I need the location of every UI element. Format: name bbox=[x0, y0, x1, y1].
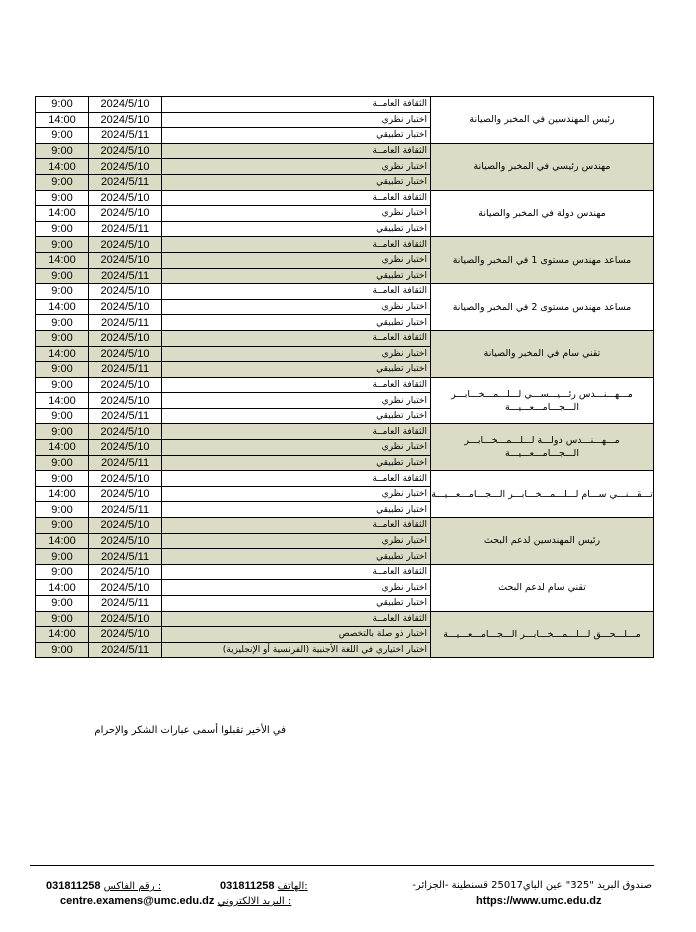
time-cell: 14:00 bbox=[36, 159, 89, 175]
time-cell: 9:00 bbox=[36, 284, 89, 300]
date-cell: 2024/5/10 bbox=[89, 627, 162, 643]
exam-cell: اختبار تطبيقي bbox=[162, 596, 431, 612]
table-row bbox=[36, 97, 654, 113]
exam-cell: اختبار تطبيقي bbox=[162, 455, 431, 471]
date-cell: 2024/5/10 bbox=[89, 190, 162, 206]
time-cell: 9:00 bbox=[36, 362, 89, 378]
table-row bbox=[36, 190, 654, 206]
date-cell: 2024/5/11 bbox=[89, 174, 162, 190]
date-cell: 2024/5/10 bbox=[89, 330, 162, 346]
time-cell: 14:00 bbox=[36, 486, 89, 502]
exam-cell: اختبار تطبيقي bbox=[162, 128, 431, 144]
exam-cell: اختبار تطبيقي bbox=[162, 408, 431, 424]
date-cell: 2024/5/10 bbox=[89, 143, 162, 159]
table-row bbox=[36, 564, 654, 580]
date-cell: 2024/5/10 bbox=[89, 206, 162, 222]
date-cell: 2024/5/11 bbox=[89, 642, 162, 658]
time-cell: 14:00 bbox=[36, 580, 89, 596]
fax-number: 031811258 bbox=[46, 880, 101, 892]
exam-cell: اختبار تطبيقي bbox=[162, 502, 431, 518]
exam-cell: الثقافة العامــة bbox=[162, 97, 431, 113]
date-cell: 2024/5/10 bbox=[89, 299, 162, 315]
email-block bbox=[60, 895, 291, 907]
exam-cell: اختبار نظري bbox=[162, 393, 431, 409]
date-cell: 2024/5/10 bbox=[89, 237, 162, 253]
date-cell: 2024/5/11 bbox=[89, 596, 162, 612]
time-cell: 9:00 bbox=[36, 502, 89, 518]
date-cell: 2024/5/11 bbox=[89, 408, 162, 424]
time-cell: 14:00 bbox=[36, 346, 89, 362]
phone-number: 031811258 bbox=[220, 880, 275, 892]
time-cell: 9:00 bbox=[36, 642, 89, 658]
position-cell: تـــقـــنـــي ســـام لـــلـــمـــخـــابـــر الـــجـــامـــعـــيـــة bbox=[431, 471, 654, 518]
exam-cell: اختبار نظري bbox=[162, 486, 431, 502]
date-cell: 2024/5/10 bbox=[89, 611, 162, 627]
date-cell: 2024/5/10 bbox=[89, 486, 162, 502]
table-row bbox=[36, 611, 654, 627]
exam-cell: الثقافة العامــة bbox=[162, 190, 431, 206]
position-cell: مهندس دولة في المخبر والصيانة bbox=[431, 190, 654, 237]
time-cell: 9:00 bbox=[36, 315, 89, 331]
exam-cell: الثقافة العامــة bbox=[162, 284, 431, 300]
time-cell: 14:00 bbox=[36, 112, 89, 128]
date-cell: 2024/5/10 bbox=[89, 346, 162, 362]
time-cell: 9:00 bbox=[36, 268, 89, 284]
exam-cell: الثقافة العامــة bbox=[162, 143, 431, 159]
exam-cell: اختبار تطبيقي bbox=[162, 549, 431, 565]
time-cell: 9:00 bbox=[36, 237, 89, 253]
time-cell: 9:00 bbox=[36, 190, 89, 206]
time-cell: 14:00 bbox=[36, 533, 89, 549]
website-link[interactable]: https://www.umc.edu.dz bbox=[476, 895, 602, 907]
date-cell: 2024/5/11 bbox=[89, 268, 162, 284]
table-row bbox=[36, 143, 654, 159]
exam-cell: اختبار نظري bbox=[162, 206, 431, 222]
exam-cell: اختبار اختياري في اللغة الأجنبية (الفرنسية أو الإنجليزية) bbox=[162, 642, 431, 658]
date-cell: 2024/5/10 bbox=[89, 97, 162, 113]
date-cell: 2024/5/11 bbox=[89, 362, 162, 378]
time-cell: 9:00 bbox=[36, 549, 89, 565]
time-cell: 14:00 bbox=[36, 627, 89, 643]
date-cell: 2024/5/11 bbox=[89, 455, 162, 471]
date-cell: 2024/5/11 bbox=[89, 221, 162, 237]
time-cell: 14:00 bbox=[36, 440, 89, 456]
position-cell: مساعد مهندس مستوى 1 في المخبر والصيانة bbox=[431, 237, 654, 284]
table-row bbox=[36, 377, 654, 393]
table-row bbox=[36, 471, 654, 487]
exam-cell: الثقافة العامــة bbox=[162, 377, 431, 393]
date-cell: 2024/5/11 bbox=[89, 128, 162, 144]
exam-cell: اختبار نظري bbox=[162, 533, 431, 549]
time-cell: 9:00 bbox=[36, 518, 89, 534]
position-cell: مهندس رئيسي في المخبر والصيانة bbox=[431, 143, 654, 190]
time-cell: 9:00 bbox=[36, 408, 89, 424]
phone-label: الهاتف: bbox=[277, 881, 308, 892]
postal-address: صندوق البريد "325" عين الباي25017 قسنطينة -الجزائر- bbox=[412, 880, 652, 891]
table-row bbox=[36, 237, 654, 253]
date-cell: 2024/5/10 bbox=[89, 518, 162, 534]
exam-cell: الثقافة العامــة bbox=[162, 424, 431, 440]
exam-cell: اختبار نظري bbox=[162, 112, 431, 128]
time-cell: 14:00 bbox=[36, 393, 89, 409]
table-row bbox=[36, 424, 654, 440]
time-cell: 9:00 bbox=[36, 471, 89, 487]
time-cell: 9:00 bbox=[36, 143, 89, 159]
time-cell: 14:00 bbox=[36, 206, 89, 222]
footer-divider bbox=[30, 865, 654, 866]
exam-cell: اختبار ذو صلة بالتخصص bbox=[162, 627, 431, 643]
date-cell: 2024/5/10 bbox=[89, 252, 162, 268]
exam-cell: اختبار نظري bbox=[162, 299, 431, 315]
exam-cell: الثقافة العامــة bbox=[162, 564, 431, 580]
date-cell: 2024/5/11 bbox=[89, 315, 162, 331]
date-cell: 2024/5/10 bbox=[89, 377, 162, 393]
date-cell: 2024/5/10 bbox=[89, 580, 162, 596]
time-cell: 9:00 bbox=[36, 330, 89, 346]
table-row bbox=[36, 518, 654, 534]
exam-cell: الثقافة العامــة bbox=[162, 330, 431, 346]
date-cell: 2024/5/10 bbox=[89, 112, 162, 128]
table-row bbox=[36, 284, 654, 300]
position-cell: تقني سام لدعم البحث bbox=[431, 564, 654, 611]
exam-schedule-table bbox=[35, 96, 654, 658]
date-cell: 2024/5/11 bbox=[89, 502, 162, 518]
exam-cell: اختبار تطبيقي bbox=[162, 362, 431, 378]
date-cell: 2024/5/10 bbox=[89, 533, 162, 549]
table-row bbox=[36, 330, 654, 346]
position-cell: مـــلـــحـــق لـــلـــمـــخـــابـــر الـــجـــامـــعـــيـــة bbox=[431, 611, 654, 658]
position-cell: مساعد مهندس مستوى 2 في المخبر والصيانة bbox=[431, 284, 654, 331]
time-cell: 9:00 bbox=[36, 611, 89, 627]
exam-cell: اختبار تطبيقي bbox=[162, 174, 431, 190]
time-cell: 14:00 bbox=[36, 252, 89, 268]
date-cell: 2024/5/10 bbox=[89, 440, 162, 456]
time-cell: 9:00 bbox=[36, 564, 89, 580]
time-cell: 9:00 bbox=[36, 128, 89, 144]
phone-block bbox=[220, 880, 308, 892]
position-cell: مـــهـــنـــدس رئـــيـــســـي لـــلـــمـــخـــابـــر الـــجـــامـــعـــيـــة bbox=[431, 377, 654, 424]
date-cell: 2024/5/10 bbox=[89, 393, 162, 409]
position-cell: رئيس المهندسين في المخبر والصيانة bbox=[431, 97, 654, 144]
time-cell: 9:00 bbox=[36, 424, 89, 440]
time-cell: 9:00 bbox=[36, 97, 89, 113]
exam-cell: الثقافة العامــة bbox=[162, 518, 431, 534]
exam-cell: اختبار نظري bbox=[162, 580, 431, 596]
time-cell: 9:00 bbox=[36, 455, 89, 471]
exam-cell: اختبار تطبيقي bbox=[162, 221, 431, 237]
position-cell: تقني سام في المخبر والصيانة bbox=[431, 330, 654, 377]
position-cell: مـــهـــنـــدس دولـــة لـــلـــمـــخـــابـــر الـــجـــامـــعـــيـــة bbox=[431, 424, 654, 471]
date-cell: 2024/5/10 bbox=[89, 284, 162, 300]
position-cell: رئيس المهندسين لدعم البحث bbox=[431, 518, 654, 565]
time-cell: 9:00 bbox=[36, 174, 89, 190]
date-cell: 2024/5/11 bbox=[89, 549, 162, 565]
date-cell: 2024/5/10 bbox=[89, 424, 162, 440]
exam-cell: اختبار نظري bbox=[162, 159, 431, 175]
time-cell: 9:00 bbox=[36, 596, 89, 612]
date-cell: 2024/5/10 bbox=[89, 564, 162, 580]
exam-cell: الثقافة العامــة bbox=[162, 611, 431, 627]
exam-cell: اختبار تطبيقي bbox=[162, 315, 431, 331]
time-cell: 14:00 bbox=[36, 299, 89, 315]
exam-cell: اختبار نظري bbox=[162, 346, 431, 362]
exam-cell: الثقافة العامــة bbox=[162, 471, 431, 487]
exam-cell: اختبار نظري bbox=[162, 252, 431, 268]
email-label: البريد الالكتروني : bbox=[217, 896, 292, 907]
date-cell: 2024/5/10 bbox=[89, 159, 162, 175]
exam-cell: الثقافة العامــة bbox=[162, 237, 431, 253]
email-address: centre.examens@umc.edu.dz bbox=[60, 895, 215, 907]
time-cell: 9:00 bbox=[36, 221, 89, 237]
exam-cell: اختبار تطبيقي bbox=[162, 268, 431, 284]
time-cell: 9:00 bbox=[36, 377, 89, 393]
fax-block bbox=[46, 880, 161, 892]
fax-label: رقم الفاكس : bbox=[103, 881, 162, 892]
closing-line: في الأخير تقبلوا أسمى عبارات الشكر والإحرام bbox=[94, 725, 286, 736]
exam-cell: اختبار نظري bbox=[162, 440, 431, 456]
date-cell: 2024/5/10 bbox=[89, 471, 162, 487]
